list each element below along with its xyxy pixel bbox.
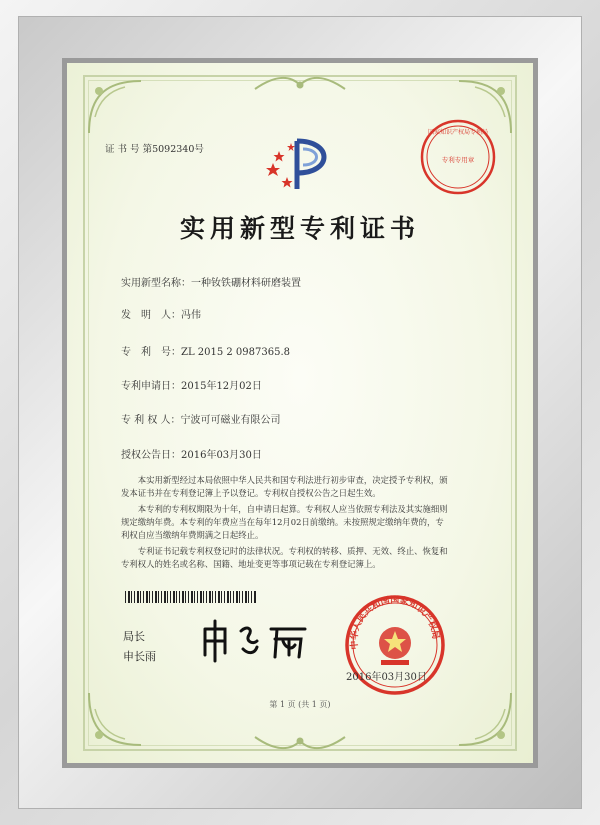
corner-ornament-bottom-left xyxy=(85,689,145,749)
certificate-paper xyxy=(67,63,533,763)
utility-model-name-row xyxy=(121,274,301,289)
small-seal-subtext: 专利专用章 xyxy=(441,156,475,164)
patentee-value: 宁波可可磁业有限公司 xyxy=(180,415,281,426)
inventor-label: 发 明 人： xyxy=(121,310,181,321)
sipo-emblem-icon xyxy=(263,133,337,193)
page-footer: 第 1 页 (共 1 页) xyxy=(269,700,331,709)
director-signature xyxy=(197,615,317,665)
certificate-title: 实用新型专利证书 xyxy=(179,214,420,243)
director-title-label: 局长 xyxy=(123,630,145,643)
patent-number-value: ZL 2015 2 0987365.8 xyxy=(181,347,291,358)
body-line: 利权自应当缴纳年费期满之日起终止。 xyxy=(121,530,264,540)
filing-date-row xyxy=(121,377,262,392)
patent-number-label: 专 利 号： xyxy=(121,347,181,358)
seal-date: 2016年03月30日 xyxy=(346,672,427,683)
utility-model-name-label: 实用新型名称： xyxy=(121,278,191,289)
bottom-center-ornament xyxy=(250,731,350,753)
patent-office-seal-icon xyxy=(419,118,497,196)
corner-ornament-top-left xyxy=(85,77,145,137)
certificate-number-value: 第5092340号 xyxy=(142,144,204,155)
body-line: 发本证书并在专利登记簿上予以登记。专利权自授权公告之日起生效。 xyxy=(121,488,381,498)
national-seal-text: 中华人民共和国国家知识产权局 xyxy=(349,595,441,650)
inventor-row xyxy=(121,306,201,321)
grant-date-label: 授权公告日： xyxy=(121,450,181,461)
barcode xyxy=(125,591,257,603)
body-line: 专利权人的姓名或名称、国籍、地址变更等事项记载在专利登记簿上。 xyxy=(121,559,381,569)
grant-date-row xyxy=(121,446,262,461)
body-line: 本实用新型经过本局依照中华人民共和国专利法进行初步审查，决定授予专利权，颁 xyxy=(121,475,448,485)
utility-model-name-value: 一种钕铁硼材料研磨装置 xyxy=(191,278,301,289)
filing-date-value: 2015年12月02日 xyxy=(181,381,262,392)
patentee-row xyxy=(121,411,281,426)
body-line: 专利证书记载专利权登记时的法律状况。专利权的转移、质押、无效、终止、恢复和 xyxy=(121,546,448,556)
certificate-number-label: 证 书 号 xyxy=(105,144,140,155)
small-seal-text: 国家知识产权局专利局 xyxy=(427,129,489,136)
filing-date-label: 专利申请日： xyxy=(121,381,181,392)
director-name-label: 申长雨 xyxy=(123,650,156,663)
grant-date-value: 2016年03月30日 xyxy=(181,450,262,461)
certificate-number xyxy=(105,141,204,155)
body-line: 规定缴纳年费。本专利的年费应当在每年12月02日前缴纳。未按照规定缴纳年费的，专 xyxy=(121,517,444,527)
top-center-ornament xyxy=(250,73,350,95)
patentee-label: 专 利 权 人： xyxy=(121,415,181,426)
body-line: 本专利的专利权期限为十年，自申请日起算。专利权人应当依照专利法及其实施细则 xyxy=(121,504,448,514)
corner-ornament-bottom-right xyxy=(455,689,515,749)
patent-number-row xyxy=(121,343,290,358)
inventor-value: 冯伟 xyxy=(181,310,201,321)
